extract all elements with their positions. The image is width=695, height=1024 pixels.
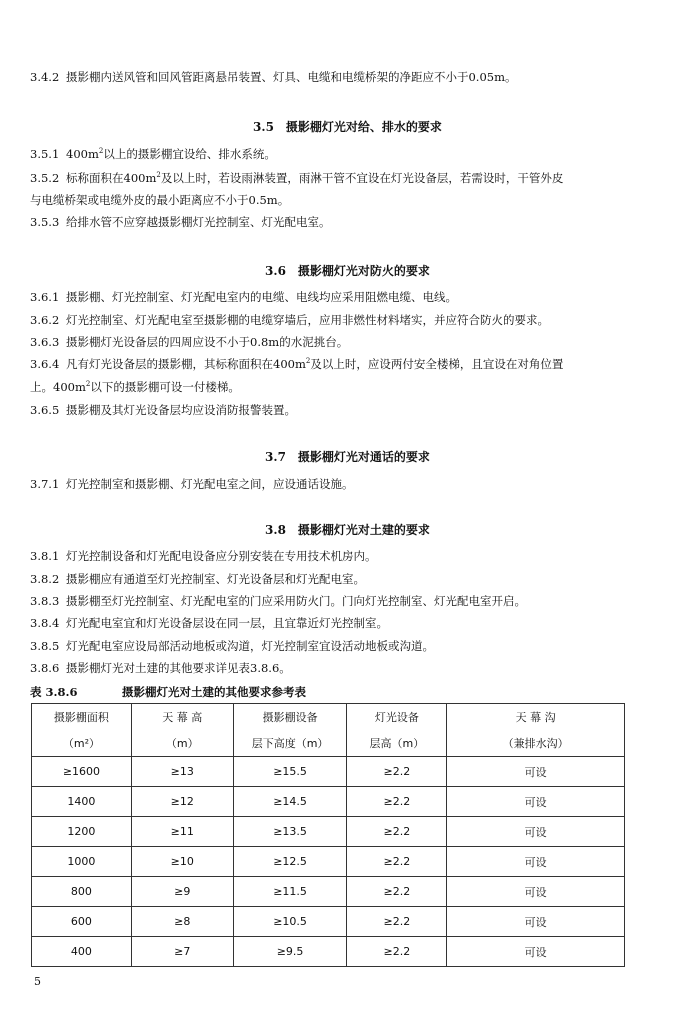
clause-3-4-2: 3.4.2 摄影棚内送风管和回风管距离悬吊装置、灯具、电缆和电缆桥架的净距应不小于0.05m。 xyxy=(30,70,517,84)
section-heading-3-5: 3.5 摄影棚灯光对给、排水的要求 xyxy=(253,120,442,134)
clause-3-8-1: 3.8.1 灯光控制设备和灯光配电设备应分别安装在专用技术机房内。 xyxy=(30,549,377,563)
table-cell: ≥2.2 xyxy=(347,937,447,967)
clause-3-5-2-continued: 与电缆桥架或电缆外皮的最小距离应不小于0.5m。 xyxy=(30,193,290,207)
table-row xyxy=(32,877,625,907)
table-cell: 400 xyxy=(32,937,132,967)
table-cell: ≥12 xyxy=(131,787,233,817)
table-cell: ≥14.5 xyxy=(233,787,347,817)
table-row xyxy=(32,937,625,967)
header-cell: 天 幕 高 xyxy=(131,704,233,731)
table-cell: ≥15.5 xyxy=(233,757,347,787)
table-cell: 600 xyxy=(32,907,132,937)
table-cell: 可设 xyxy=(447,847,625,877)
table-cell: ≥9.5 xyxy=(233,937,347,967)
table-cell: ≥2.2 xyxy=(347,787,447,817)
table-cell: 可设 xyxy=(447,877,625,907)
clause-3-8-3: 3.8.3 摄影棚至灯光控制室、灯光配电室的门应采用防火门。门向灯光控制室、灯光配电室开启。 xyxy=(30,594,526,608)
clause-3-6-5: 3.6.5 摄影棚及其灯光设备层均应设消防报警装置。 xyxy=(30,403,296,417)
header-unit-cell: （兼排水沟） xyxy=(447,730,625,757)
table-cell: ≥2.2 xyxy=(347,907,447,937)
table-cell: ≥13 xyxy=(131,757,233,787)
table-row xyxy=(32,817,625,847)
table-row xyxy=(32,907,625,937)
table-cell: ≥2.2 xyxy=(347,847,447,877)
table-cell: ≥12.5 xyxy=(233,847,347,877)
clause-3-6-2: 3.6.2 灯光控制室、灯光配电室至摄影棚的电缆穿墙后，应用非燃性材料堵实，并应符合防火的要求。 xyxy=(30,313,549,327)
table-header-row xyxy=(32,704,625,731)
requirements-table xyxy=(31,703,625,967)
table-cell: ≥9 xyxy=(131,877,233,907)
table-cell: ≥11 xyxy=(131,817,233,847)
table-cell: 1000 xyxy=(32,847,132,877)
table-caption xyxy=(30,684,306,700)
table-cell: ≥10 xyxy=(131,847,233,877)
table-cell: ≥11.5 xyxy=(233,877,347,907)
clause-3-6-3: 3.6.3 摄影棚灯光设备层的四周应设不小于0.8m的水泥挑台。 xyxy=(30,335,349,349)
clause-3-7-1: 3.7.1 灯光控制室和摄影棚、灯光配电室之间，应设通话设施。 xyxy=(30,477,354,491)
header-unit-cell: 层高（m） xyxy=(347,730,447,757)
table-cell: 800 xyxy=(32,877,132,907)
table-cell: ≥1600 xyxy=(32,757,132,787)
table-cell: 可设 xyxy=(447,757,625,787)
table-cell: 可设 xyxy=(447,937,625,967)
table-cell: ≥7 xyxy=(131,937,233,967)
table-cell: 可设 xyxy=(447,787,625,817)
clause-3-8-5: 3.8.5 灯光配电室应设局部活动地板或沟道，灯光控制室宜设活动地板或沟道。 xyxy=(30,639,434,653)
header-cell: 天 幕 沟 xyxy=(447,704,625,731)
header-cell: 摄影棚面积 xyxy=(32,704,132,731)
section-heading-3-8: 3.8 摄影棚灯光对土建的要求 xyxy=(265,523,430,537)
table-header-units-row xyxy=(32,730,625,757)
clause-3-8-6: 3.8.6 摄影棚灯光对土建的其他要求详见表3.8.6。 xyxy=(30,661,291,675)
table-cell: ≥10.5 xyxy=(233,907,347,937)
table-cell: 可设 xyxy=(447,817,625,847)
header-cell: 摄影棚设备 xyxy=(233,704,347,731)
table-row xyxy=(32,757,625,787)
header-unit-cell: （m²） xyxy=(32,730,132,757)
clause-3-5-3: 3.5.3 给排水管不应穿越摄影棚灯光控制室、灯光配电室。 xyxy=(30,215,331,229)
clause-3-8-4: 3.8.4 灯光配电室宜和灯光设备层设在同一层，且宜靠近灯光控制室。 xyxy=(30,616,388,630)
page-number: 5 xyxy=(34,975,41,988)
clause-3-5-1: 3.5.1 $400m^2$以上的摄影棚宜设给、排水系统。 xyxy=(30,147,276,161)
clause-3-8-2: 3.8.2 摄影棚应有通道至灯光控制室、灯光设备层和灯光配电室。 xyxy=(30,572,365,586)
table-cell: ≥2.2 xyxy=(347,877,447,907)
header-unit-cell: 层下高度（m） xyxy=(233,730,347,757)
table-caption-number: 表 3.8.6 xyxy=(30,685,78,699)
section-heading-3-6: 3.6 摄影棚灯光对防火的要求 xyxy=(265,264,430,278)
table-row xyxy=(32,787,625,817)
table-cell: ≥13.5 xyxy=(233,817,347,847)
table-caption-title: 摄影棚灯光对土建的其他要求参考表 xyxy=(122,685,306,699)
section-heading-3-7: 3.7 摄影棚灯光对通话的要求 xyxy=(265,450,430,464)
clause-3-5-2: 3.5.2 标称面积在$400m^2$及以上时，若设雨淋装置，雨淋干管不宜设在灯光设备层，若需设时，干管外皮 xyxy=(30,171,564,185)
table-cell: 可设 xyxy=(447,907,625,937)
clause-3-6-4-continued: 上。$400m^2$以下的摄影棚可设一付楼梯。 xyxy=(30,380,240,394)
table-cell: 1400 xyxy=(32,787,132,817)
table-cell: ≥2.2 xyxy=(347,757,447,787)
header-cell: 灯光设备 xyxy=(347,704,447,731)
table-row xyxy=(32,847,625,877)
header-unit-cell: （m） xyxy=(131,730,233,757)
clause-3-6-4: 3.6.4 凡有灯光设备层的摄影棚，其标称面积在$400m^2$及以上时，应设两付安全楼梯，且宜设在对角位置 xyxy=(30,357,564,371)
clause-3-6-1: 3.6.1 摄影棚、灯光控制室、灯光配电室内的电缆、电线均应采用阻燃电缆、电线。 xyxy=(30,290,457,304)
table-cell: ≥2.2 xyxy=(347,817,447,847)
table-cell: 1200 xyxy=(32,817,132,847)
table-cell: ≥8 xyxy=(131,907,233,937)
